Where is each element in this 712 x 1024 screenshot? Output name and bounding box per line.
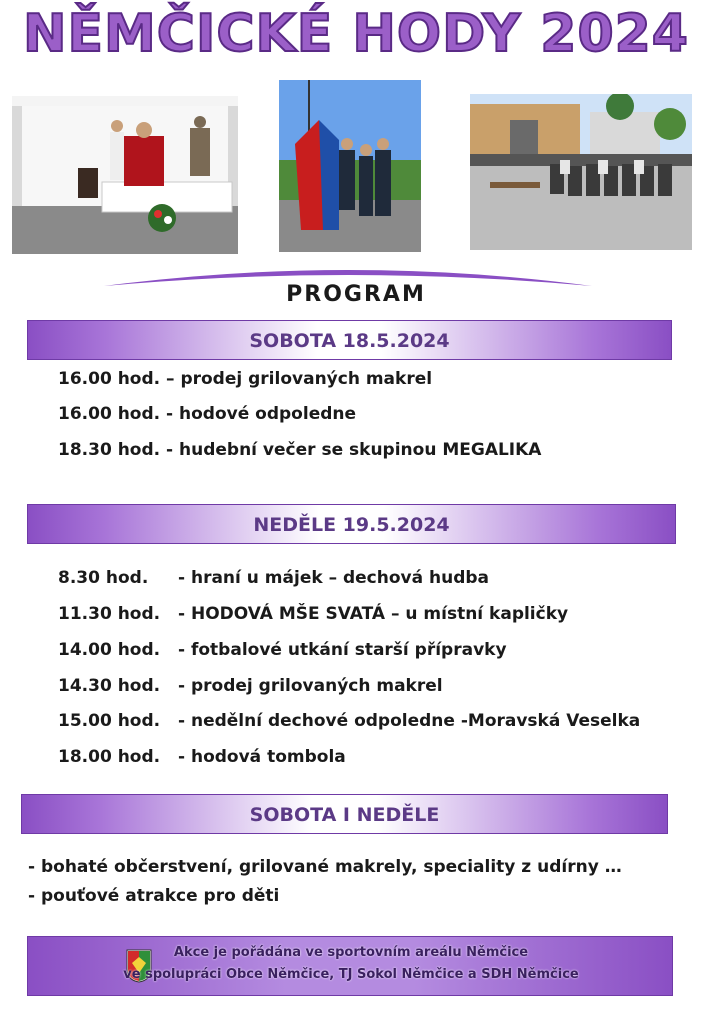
list-item <box>58 676 443 696</box>
item-time: 14.00 hod. <box>58 640 161 660</box>
item-text: - hodové odpoledne <box>166 404 357 424</box>
footer-line-1: Akce je pořádána ve sportovním areálu Němčice <box>173 945 529 960</box>
both-days-heading: SOBOTA I NEDĚLE <box>21 794 668 834</box>
list-item <box>58 440 541 460</box>
item-text: - nedělní dechové odpoledne -Moravská Veselka <box>178 711 641 731</box>
list-item <box>58 640 507 660</box>
item-time: 11.30 hod. <box>58 604 161 624</box>
saturday-heading: SOBOTA 18.5.2024 <box>27 320 672 360</box>
item-text: - fotbalové utkání starší přípravky <box>178 640 507 660</box>
item-time: 14.30 hod. <box>58 676 161 696</box>
list-item: - bohaté občerstvení, grilované makrely, speciality z udírny … <box>28 857 622 877</box>
list-item <box>58 604 568 624</box>
sunday-heading: NEDĚLE 19.5.2024 <box>27 504 676 544</box>
list-item: - pouťové atrakce pro děti <box>28 886 280 906</box>
item-time: 8.30 hod. <box>58 568 149 588</box>
list-item <box>58 711 640 731</box>
item-text: - hudební večer se skupinou MEGALIKA <box>166 440 542 460</box>
photo-flag-procession <box>279 80 421 252</box>
item-time: 15.00 hod. <box>58 711 161 731</box>
item-time: 18.30 hod. <box>58 440 161 460</box>
item-text: - hraní u májek – dechová hudba <box>178 568 490 588</box>
program-heading: PROGRAM <box>286 282 426 307</box>
poster-title: NĚMČICKÉ HODY 2024 <box>23 4 689 64</box>
list-item <box>58 369 432 389</box>
photo-audience <box>470 94 692 250</box>
list-item <box>58 747 346 767</box>
footer-line-2: ve spolupráci Obce Němčice, TJ Sokol Němčice a SDH Němčice <box>123 967 579 982</box>
item-text: - prodej grilovaných makrel <box>178 676 443 696</box>
item-time: 16.00 hod. <box>58 369 161 389</box>
list-item <box>58 404 356 424</box>
organizer-footer <box>27 936 673 996</box>
item-text: - hodová tombola <box>178 747 346 767</box>
list-item <box>58 568 489 588</box>
item-text: - HODOVÁ MŠE SVATÁ – u místní kapličky <box>178 604 569 624</box>
item-time: 18.00 hod. <box>58 747 161 767</box>
item-text: – prodej grilovaných makrel <box>166 369 433 389</box>
photo-mass <box>12 96 238 254</box>
item-time: 16.00 hod. <box>58 404 161 424</box>
